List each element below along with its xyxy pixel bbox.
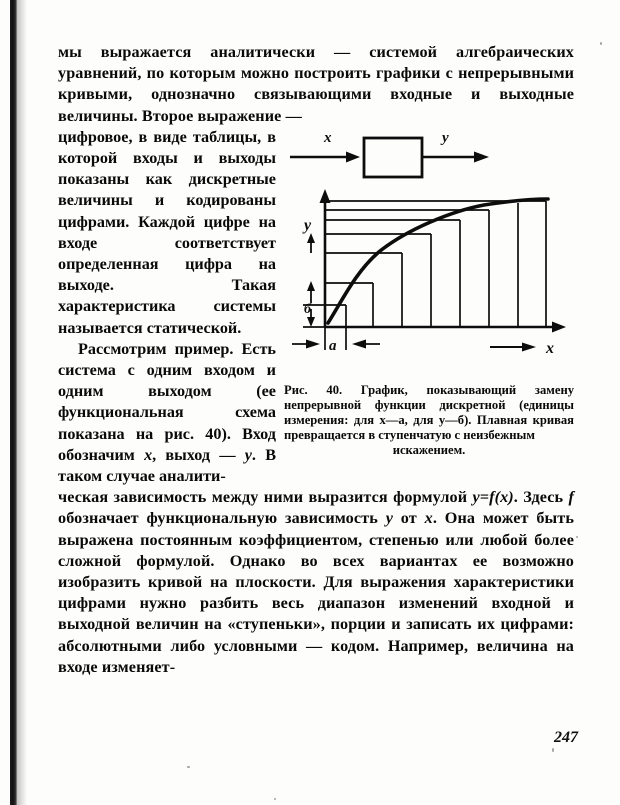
page-content xyxy=(58,42,574,678)
figure-caption-last-line: искажением. xyxy=(392,442,466,457)
input-arrow-head xyxy=(346,151,360,162)
figure-artwork xyxy=(284,131,574,379)
paragraph-narrow-2 xyxy=(58,339,277,487)
paragraph-narrow-1: цифровое, в виде таблицы, в которой входы и выходы показаны как дискретные величины и кодированы цифрами. Каждой цифре на входе соответствует определенная цифра на выходе. Такая характеристика системы называется статической. xyxy=(58,127,276,337)
scan-speck xyxy=(552,748,554,752)
closing-var-x: x xyxy=(424,509,433,528)
page-number: 247 xyxy=(554,729,578,746)
scan-speck xyxy=(187,766,190,768)
graph-x-step-label: a xyxy=(329,337,337,354)
figure-40-svg xyxy=(284,131,574,379)
continuous-curve xyxy=(328,199,548,323)
narrow-2-var-y: y xyxy=(244,445,252,464)
graph-y-axis-label: y xyxy=(304,216,312,234)
closing-var-y: y xyxy=(385,509,393,528)
diagram-output-label: y xyxy=(442,130,449,146)
closing-var-f: f xyxy=(568,488,574,507)
paragraph-opening: мы выражается аналитически — системой алгебраических уравнений, по которым можно построить графики с непрерывными кривыми, однозначно связывающими входные и выходные величины. Второе выражение — xyxy=(58,43,574,125)
output-arrow-head xyxy=(474,151,489,162)
figure-40 xyxy=(284,131,574,458)
narrow-2-part-a: Рассмотрим пример. Есть система с одним входом и одним выходом (ее функциональная схема показана на рис. 40). Вход обозначим xyxy=(58,339,276,464)
closing-formula: y=f(x) xyxy=(472,488,514,507)
figure-caption xyxy=(284,383,574,458)
a-measure-right-arrow xyxy=(352,339,366,348)
scan-speck xyxy=(576,536,578,538)
narrow-2-var-x: x xyxy=(144,445,153,464)
narrow-2-part-c: . В таком случае аналити- xyxy=(58,445,276,486)
scan-speck xyxy=(600,42,602,45)
narrow-2-part-b: , выход — xyxy=(152,445,245,464)
system-block xyxy=(364,138,422,177)
paragraph-closing xyxy=(58,487,574,678)
closing-part-a: ческая зависимость между ними выразится формулой xyxy=(58,488,473,507)
diagram-input-label: x xyxy=(324,130,332,146)
graph-y-step-label: б xyxy=(304,301,311,317)
b-measure-lower-arrow xyxy=(307,317,315,327)
closing-part-e: . Она может быть выражена постоянным коэффициентом, степенью или любой более сложной формулой. Однако во всех вариантах ее возможно изобразить кривой на плоскости. Для выражения характеристики цифрами нужно разбить весь диапазон изменений входной и выходной величин на «ступеньки», порции и записать их цифрами: абсолютными либо условными — кодом. Например, величина на входе изменяет- xyxy=(58,509,574,676)
figure-caption-text: График, показывающий замену непрерывной функции дискретной (единицы измерения: для x—a, для y—б). Плавная кривая превращается в ступенчатую с неизбежным xyxy=(284,382,574,442)
y-label-arrow-head xyxy=(307,233,315,243)
b-measure-upper-arrow xyxy=(307,281,315,291)
x-label-arrow-head xyxy=(522,342,536,351)
figure-number: Рис. 40. xyxy=(284,382,343,397)
book-gutter-shadow xyxy=(10,0,17,805)
graph-x-axis-label: x xyxy=(546,339,554,357)
x-axis-arrowhead xyxy=(552,321,566,332)
closing-part-d: от xyxy=(392,509,425,528)
scan-speck xyxy=(274,798,276,800)
closing-part-c: обозначает функциональную зависимость xyxy=(58,509,386,528)
closing-part-b: . Здесь xyxy=(513,488,569,507)
book-gutter-gradient xyxy=(17,0,27,805)
a-measure-left-arrow xyxy=(306,339,320,348)
